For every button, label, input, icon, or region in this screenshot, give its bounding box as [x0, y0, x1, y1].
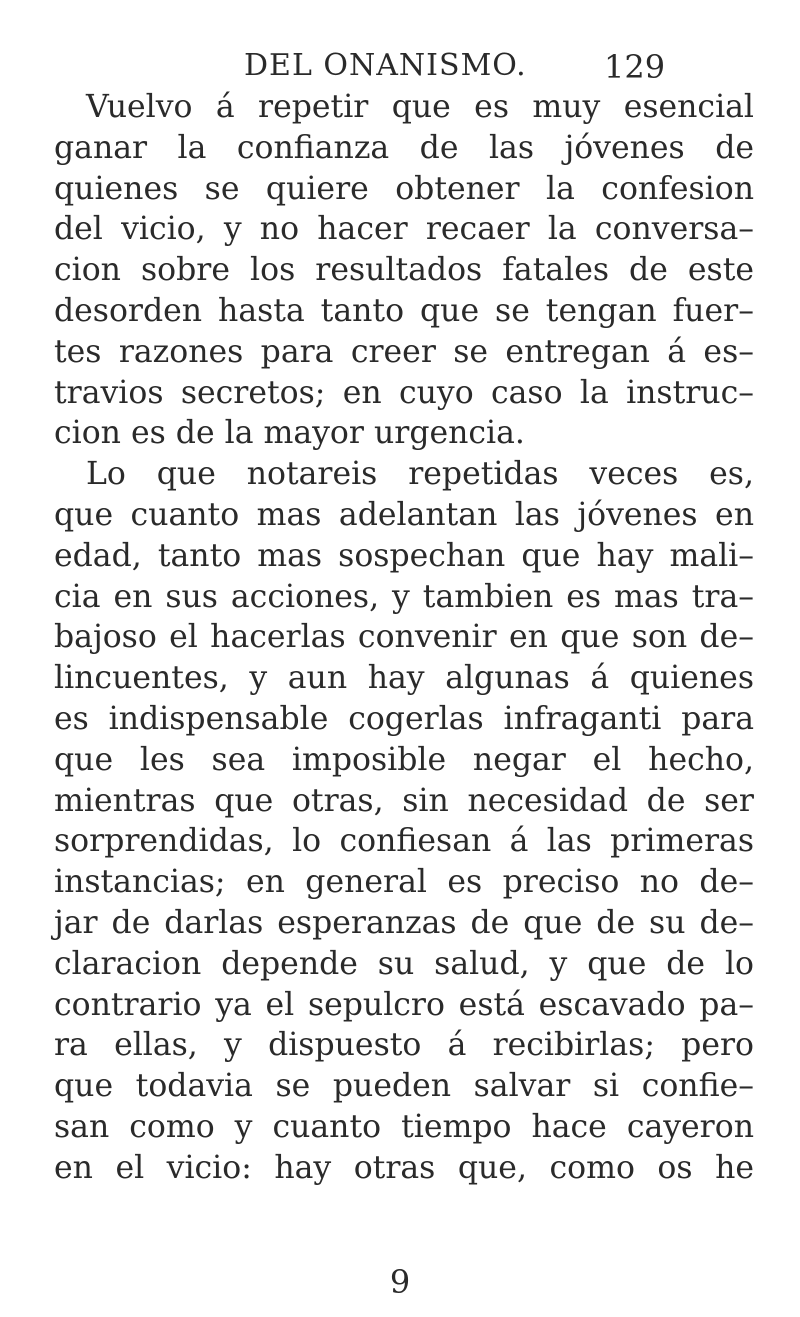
text-line: del vicio, y no hacer recaer la conversa– [54, 211, 754, 248]
text-line: que les sea imposible negar el hecho, [54, 741, 754, 778]
text-line: es indispensable cogerlas infraganti para [54, 700, 754, 737]
text-line: ganar la confianza de las jóvenes de [54, 129, 754, 166]
text-line: san como y cuanto tiempo hace cayeron [54, 1108, 754, 1145]
text-line: sorprendidas, lo confiesan á las primeras [54, 823, 754, 860]
text-line: cion sobre los resultados fatales de este [54, 252, 754, 289]
text-line: tes razones para creer se entregan á es– [54, 333, 754, 370]
text-line: Lo que notareis repetidas veces es, [86, 456, 754, 493]
body-text [54, 87, 754, 1189]
text-line: quienes se quiere obtener la confesion [54, 170, 754, 207]
text-line: lincuentes, y aun hay algunas á quienes [54, 660, 754, 697]
text-line: travios secretos; en cuyo caso la instruc– [54, 374, 754, 411]
signature-mark: 9 [389, 1263, 411, 1301]
text-line: bajoso el hacerlas convenir en que son de– [54, 619, 754, 656]
text-line: claracion depende su salud, y que de lo [54, 945, 754, 982]
text-line: que todavia se pueden salvar si confie– [54, 1068, 754, 1105]
text-line: jar de darlas esperanzas de que de su de– [54, 904, 754, 941]
text-line: contrario ya el sepulcro está escavado pa– [54, 986, 754, 1023]
text-line: cion es de la mayor urgencia. [54, 415, 525, 452]
text-line: edad, tanto mas sospechan que hay mali– [54, 537, 754, 574]
text-line: ra ellas, y dispuesto á recibirlas; pero [54, 1027, 754, 1064]
page-number: 129 [604, 48, 666, 86]
text-line: desorden hasta tanto que se tengan fuer– [54, 292, 754, 329]
text-line: mientras que otras, sin necesidad de ser [54, 782, 754, 819]
text-line: Vuelvo á repetir que es muy esencial [86, 89, 754, 125]
text-line: instancias; en general es preciso no de– [54, 864, 754, 901]
text-line: en el vicio: hay otras que, como os he [54, 1149, 754, 1186]
running-title: DEL ONANISMO. [244, 48, 527, 83]
text-line: cia en sus acciones, y tambien es mas tra– [54, 578, 754, 615]
page-header [40, 48, 760, 92]
text-line: que cuanto mas adelantan las jóvenes en [54, 496, 754, 533]
